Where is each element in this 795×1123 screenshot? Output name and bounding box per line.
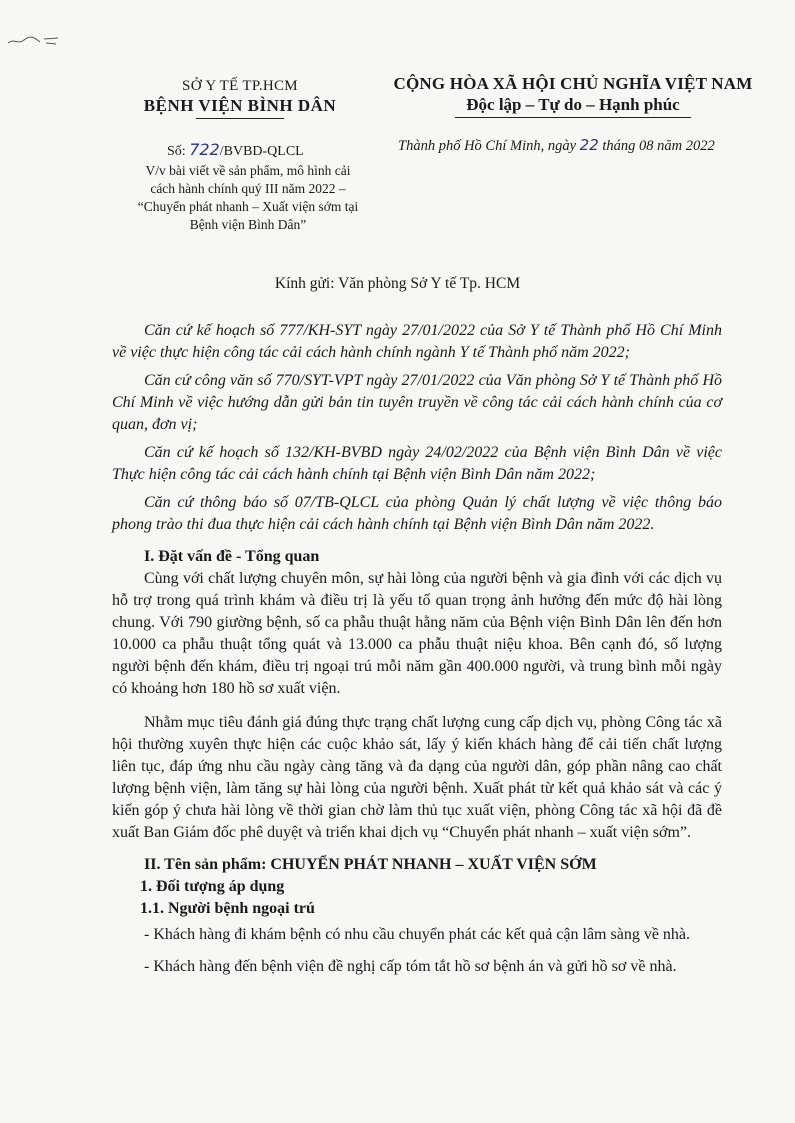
national-header bbox=[388, 74, 758, 118]
republic-title: CỘNG HÒA XÃ HỘI CHỦ NGHĨA VIỆT NAM bbox=[393, 74, 753, 93]
document-number-suffix: /BVBD-QLCL bbox=[219, 144, 304, 159]
day-handwritten: 22 bbox=[579, 136, 599, 154]
place-date-suffix: tháng 08 năm 2022 bbox=[602, 138, 715, 154]
legal-basis-2: Căn cứ công văn số 770/SYT-VPT ngày 27/01/2022 của Văn phòng Sở Y tế Thành phố Hồ Chí Minh về việc hướng dẫn gửi bản tin tuyên truyền về công tác cải cách hành chính của cơ quan, đơn vị; bbox=[112, 372, 722, 433]
legal-basis-1: Căn cứ kế hoạch số 777/KH-SYT ngày 27/01/2022 của Sở Y tế Thành phố Hồ Chí Minh về việc thực hiện công tác cải cách hành chính ngành Y tế Thành phố năm 2022; bbox=[112, 322, 722, 361]
legal-basis-4: Căn cứ thông báo số 07/TB-QLCL của phòng Quản lý chất lượng về việc thông báo phong trào thi đua thực hiện cải cách hành chính tại Bệnh viện Bình Dân năm 2022. bbox=[112, 494, 722, 533]
place-date-line bbox=[398, 136, 715, 155]
document-subject: V/v bài viết về sản phẩm, mô hình cải cách hành chính quý III năm 2022 – “Chuyển phát nhanh – Xuất viện sớm tại Bệnh viện Bình Dân” bbox=[137, 163, 359, 232]
document-body bbox=[112, 320, 722, 978]
document-number-handwritten: 722 bbox=[189, 140, 220, 159]
document-number-prefix: Số: bbox=[167, 144, 186, 159]
scan-scribble-mark bbox=[6, 34, 62, 48]
document-number bbox=[167, 140, 304, 160]
section-1-paragraph-2: Nhằm mục tiêu đánh giá đúng thực trạng chất lượng cung cấp dịch vụ, phòng Công tác xã hội thường xuyên thực hiện các cuộc khảo sát, lấy ý kiến khách hàng để cải tiến chất lượng liên tục, đáp ứng nhu cầu ngày càng tăng và đa dạng của người dân, góp phần nâng cao chất lượng bệnh viện, làm tăng sự hài lòng của người bệnh. Xuất phát từ kết quả khảo sát và các ý kiến góp ý chưa hài lòng về thời gian chờ làm thủ tục xuất viện, phòng Công tác xã hội đã đề xuất Ban Giám đốc phê duyệt và triển khai dịch vụ “Chuyển phát nhanh – xuất viện sớm”. bbox=[112, 714, 722, 841]
hospital-name: BỆNH VIỆN BÌNH DÂN bbox=[143, 96, 337, 115]
place-date-prefix: Thành phố Hồ Chí Minh, ngày bbox=[398, 138, 577, 154]
list-item: - Khách hàng đi khám bệnh có nhu cầu chuyển phát các kết quả cận lâm sàng về nhà. bbox=[144, 926, 691, 943]
subsection-1-heading: 1. Đối tượng áp dụng bbox=[140, 878, 285, 895]
recipient-line: Kính gửi: Văn phòng Sở Y tế Tp. HCM bbox=[274, 275, 521, 292]
section-2-heading: II. Tên sản phẩm: CHUYỂN PHÁT NHANH – XUẤT VIỆN SỚM bbox=[144, 856, 597, 873]
motto-underline bbox=[455, 117, 691, 118]
issuer-underline bbox=[196, 118, 284, 119]
section-1-paragraph-1: Cùng với chất lượng chuyên môn, sự hài lòng của người bệnh và gia đình với các dịch vụ hỗ trợ trong quá trình khám và điều trị là yếu tố quan trọng ảnh hưởng đến mức độ hài lòng chung. Với 790 giường bệnh, số ca phẫu thuật hằng năm của Bệnh viện Bình Dân lên đến hơn 10.000 ca phẫu thuật tổng quát và 13.000 ca phẫu thuật niệu khoa. Bên cạnh đó, số lượng người bệnh đến khám, điều trị ngoại trú mỗi năm gần 400.000 người, và trung bình mỗi ngày có khoảng hơn 180 hồ sơ xuất viện. bbox=[112, 570, 722, 697]
agency-name: SỞ Y TẾ TP.HCM bbox=[182, 78, 298, 94]
list-item: - Khách hàng đến bệnh viện đề nghị cấp tóm tắt hồ sơ bệnh án và gửi hồ sơ về nhà. bbox=[144, 958, 677, 975]
issuer-block bbox=[120, 78, 360, 119]
legal-basis-3: Căn cứ kế hoạch số 132/KH-BVBD ngày 24/02/2022 của Bệnh viện Bình Dân về việc Thực hiện công tác cải cách hành chính tại Bệnh viện Bình Dân năm 2022; bbox=[112, 444, 722, 483]
subsection-1-1-heading: 1.1. Người bệnh ngoại trú bbox=[140, 900, 315, 917]
national-motto: Độc lập – Tự do – Hạnh phúc bbox=[466, 95, 680, 114]
section-1-heading: I. Đặt vấn đề - Tổng quan bbox=[144, 548, 320, 565]
